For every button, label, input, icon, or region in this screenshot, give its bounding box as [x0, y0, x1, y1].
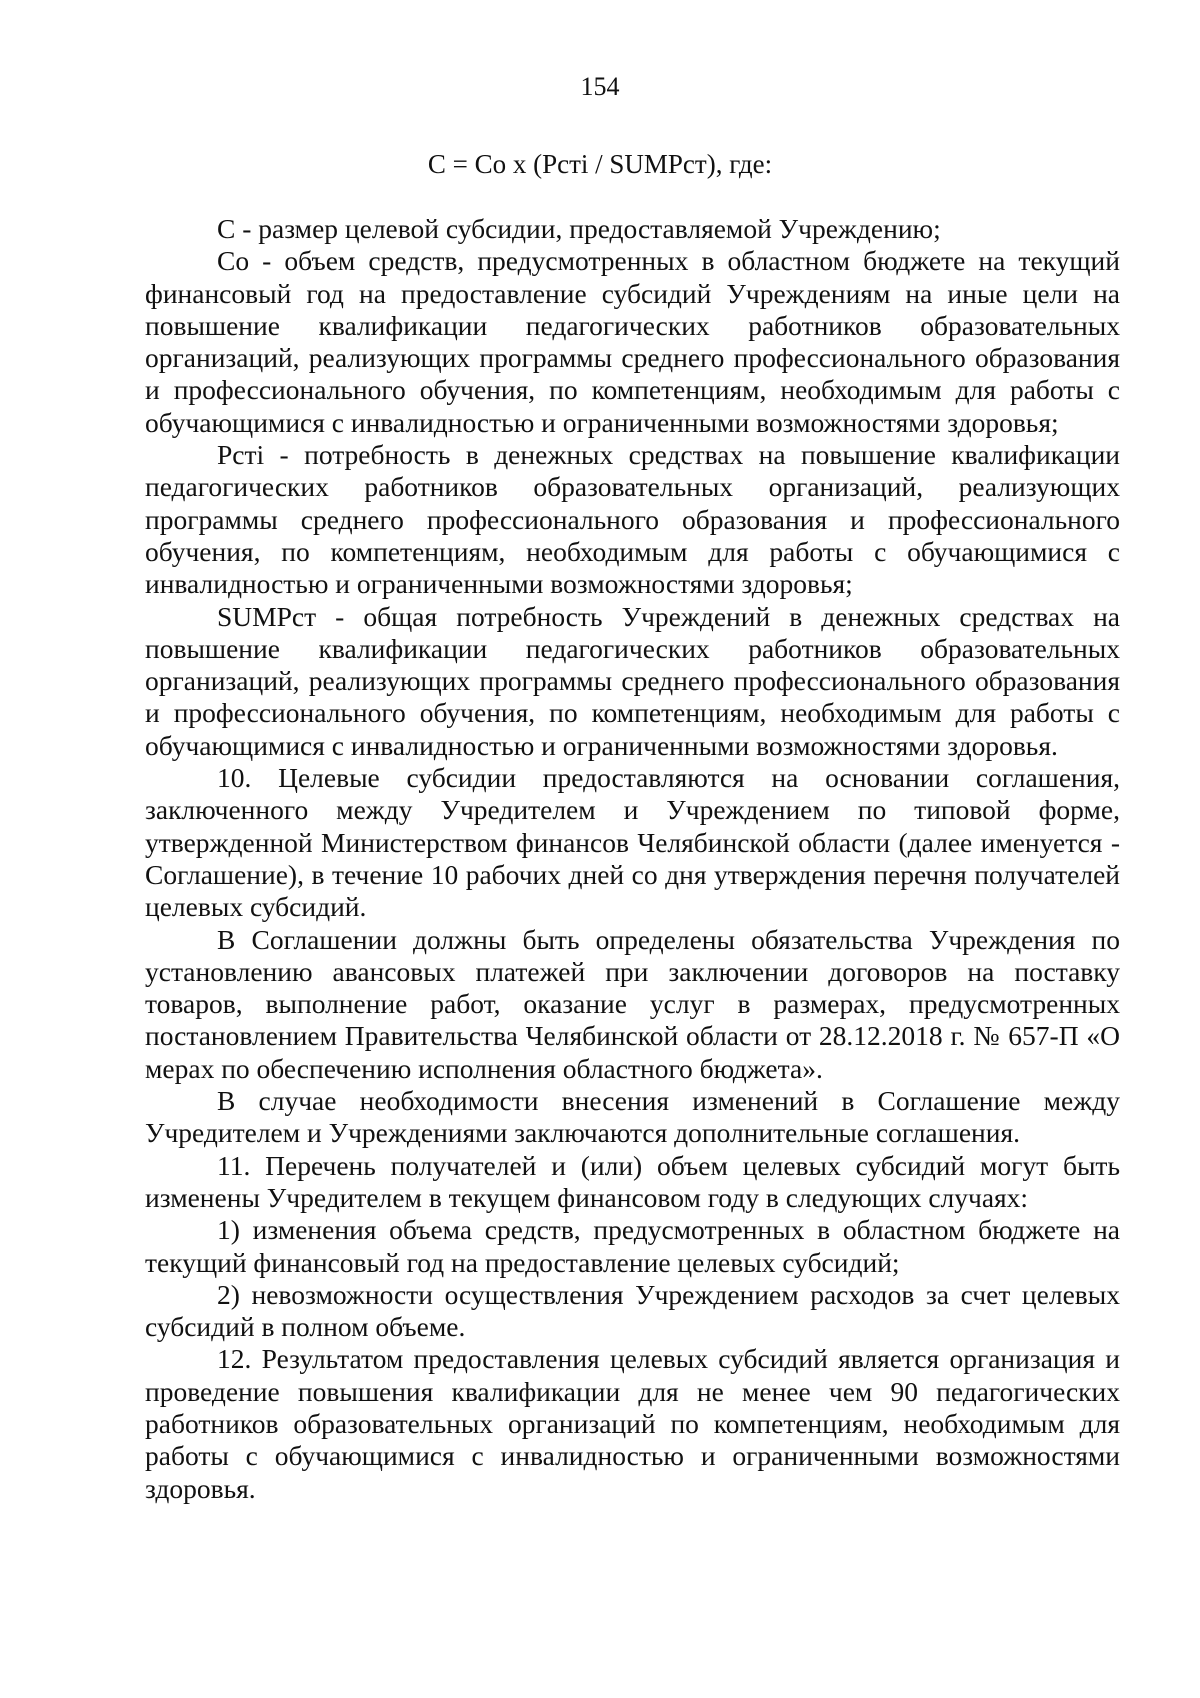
- clause-11-case-2: 2) невозможности осуществления Учреждением расходов за счет целевых субсидий в полном объеме.: [145, 1278, 1120, 1343]
- additional-agreements: В случае необходимости внесения изменений в Соглашение между Учредителем и Учреждениями заключаются дополнительные соглашения.: [145, 1085, 1120, 1149]
- document-body: [145, 213, 1120, 1505]
- clause-11: 11. Перечень получателей и (или) объем целевых субсидий могут быть изменены Учредителем в текущем финансовом году в следующих случаях:: [145, 1149, 1120, 1213]
- clause-10: 10. Целевые субсидии предоставляются на основании соглашения, заключенного между Учредителем и Учреждением по типовой форме, утвержденной Министерством финансов Челябинской области (далее именуется - Соглашение), в течение 10 рабочих дней со дня утверждения перечня получателей целевых субсидий.: [145, 762, 1120, 923]
- page-number: 154: [580, 72, 620, 101]
- clause-12: 12. Результатом предоставления целевых субсидий является организация и проведение повышения квалификации для не менее чем 90 педагогических работников образовательных организаций по компетенциям, необходимым для работы с обучающимися с инвалидностью и ограниченными возможностями здоровья.: [145, 1343, 1120, 1504]
- subsidy-formula: С = Со х (Рсті / SUMРст), где:: [427, 149, 773, 179]
- definition-rcti: Рсті - потребность в денежных средствах на повышение квалификации педагогических работников образовательных организаций, реализующих программы среднего профессионального образования и профессионального обучения, по компетенциям, необходимым для работы с обучающимися с инвалидностью и ограниченными возможностями здоровья;: [145, 439, 1120, 600]
- clause-11-case-1: 1) изменения объема средств, предусмотренных в областном бюджете на текущий финансовый год на предоставление целевых субсидий;: [145, 1214, 1120, 1278]
- agreement-obligations: В Соглашении должны быть определены обязательства Учреждения по установлению авансовых платежей при заключении договоров на поставку товаров, выполнение работ, оказание услуг в размерах, предусмотренных постановлением Правительства Челябинской области от 28.12.2018 г. № 657-П «О мерах по обеспечению исполнения областного бюджета».: [145, 923, 1120, 1084]
- definition-c: С - размер целевой субсидии, предоставляемой Учреждению;: [217, 213, 941, 244]
- definition-sumrst: SUMРст - общая потребность Учреждений в денежных средствах на повышение квалификации педагогических работников образовательных организаций, реализующих программы среднего профессионального образования и профессионального обучения, по компетенциям, необходимым для работы с обучающимися с инвалидностью и ограниченными возможностями здоровья.: [145, 600, 1120, 761]
- definition-co: Со - объем средств, предусмотренных в областном бюджете на текущий финансовый год на предоставление субсидий Учреждениям на иные цели на повышение квалификации педагогических работников образовательных организаций, реализующих программы среднего профессионального образования и профессионального обучения, по компетенциям, необходимым для работы с обучающимися с инвалидностью и ограниченными возможностями здоровья;: [145, 245, 1120, 438]
